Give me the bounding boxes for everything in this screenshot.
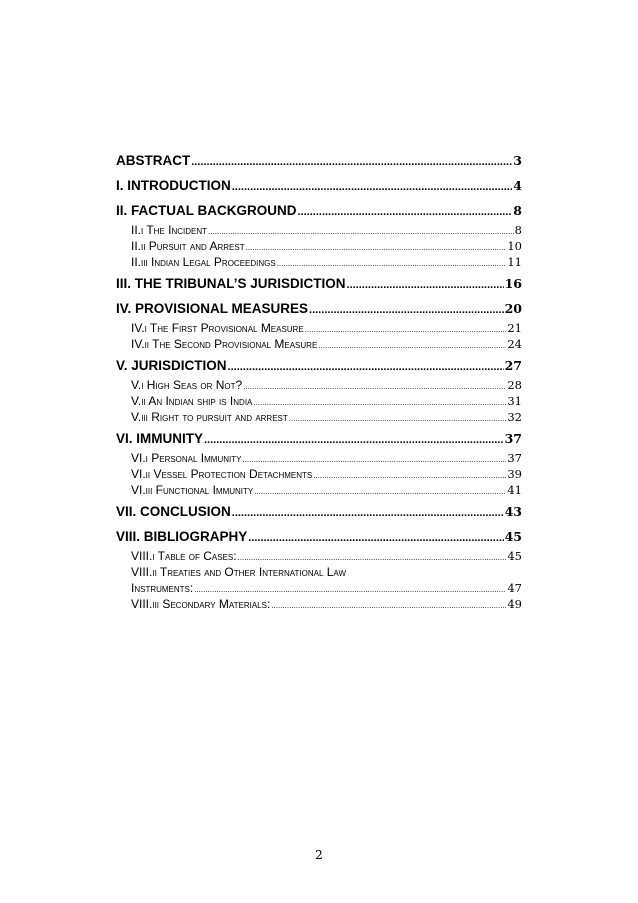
dot-leader bbox=[246, 240, 507, 256]
toc-label: II.iii Indian Legal Proceedings bbox=[131, 255, 276, 269]
dot-leader bbox=[228, 356, 504, 378]
toc-label: VII. CONCLUSION bbox=[116, 504, 231, 519]
toc-entry-bibliography[interactable] bbox=[116, 526, 522, 548]
toc-label-continued: Instruments: bbox=[131, 581, 194, 595]
toc-page-number: 45 bbox=[507, 549, 522, 563]
toc-page-number: 28 bbox=[507, 378, 522, 392]
toc-page-number: 20 bbox=[504, 301, 522, 316]
toc-page-number: 32 bbox=[507, 410, 522, 424]
toc-label: VI. IMMUNITY bbox=[116, 431, 203, 446]
dot-leader bbox=[298, 201, 513, 223]
toc-label: V.ii An Indian ship is India bbox=[131, 394, 253, 408]
dot-leader bbox=[232, 502, 504, 524]
toc-entry-second-provisional-measure[interactable] bbox=[116, 336, 522, 352]
toc-label: VI.iii Functional Immunity bbox=[131, 483, 254, 497]
toc-label: VIII.iii Secondary Materials: bbox=[131, 597, 271, 611]
toc-page-number: 4 bbox=[513, 178, 522, 193]
toc-label: VIII. BIBLIOGRAPHY bbox=[116, 529, 248, 544]
toc-entry-jurisdiction[interactable] bbox=[116, 355, 522, 377]
toc-label: V.i High Seas or Not? bbox=[131, 378, 243, 392]
toc-label: IV.ii The Second Provisional Measure bbox=[131, 337, 318, 351]
toc-page-number: 37 bbox=[507, 451, 522, 465]
dot-leader bbox=[232, 176, 513, 198]
toc-label: VI.i Personal Immunity bbox=[131, 451, 242, 465]
toc-entry-indian-ship[interactable] bbox=[116, 393, 522, 409]
dot-leader bbox=[208, 224, 514, 240]
toc-page-number: 27 bbox=[504, 358, 522, 373]
toc-entry-high-seas[interactable] bbox=[116, 377, 522, 393]
toc-entry-conclusion[interactable] bbox=[116, 501, 522, 523]
toc-page-number: 39 bbox=[507, 467, 522, 481]
toc-page-number: 24 bbox=[507, 337, 522, 351]
toc-entry-abstract[interactable] bbox=[116, 150, 522, 172]
toc-label: VIII.i Table of Cases: bbox=[131, 549, 237, 563]
dot-leader bbox=[289, 411, 507, 427]
dot-leader bbox=[318, 338, 506, 354]
toc-label: II. FACTUAL BACKGROUND bbox=[116, 203, 297, 218]
toc-entry-factual-background[interactable] bbox=[116, 200, 522, 222]
dot-leader bbox=[243, 379, 506, 395]
toc-page-number: 43 bbox=[504, 504, 522, 519]
toc-entry-vessel-protection[interactable] bbox=[116, 466, 522, 482]
toc-page-number: 37 bbox=[504, 431, 522, 446]
dot-leader bbox=[347, 274, 504, 296]
toc-label: IV.i The First Provisional Measure bbox=[131, 321, 304, 335]
dot-leader bbox=[191, 151, 512, 173]
toc-label: III. THE TRIBUNAL’S JURISDICTION bbox=[116, 276, 346, 291]
toc-page-number: 49 bbox=[507, 597, 522, 611]
dot-leader bbox=[248, 527, 503, 549]
toc-entry-table-of-cases[interactable] bbox=[116, 548, 522, 564]
dot-leader bbox=[253, 395, 506, 411]
toc-label: VI.ii Vessel Protection Detachments bbox=[131, 467, 313, 481]
toc-label: IV. PROVISIONAL MEASURES bbox=[116, 301, 309, 316]
toc-entry-treaties-line1[interactable] bbox=[116, 564, 522, 580]
dot-leader bbox=[204, 429, 504, 451]
toc-entry-treaties-line2[interactable] bbox=[116, 580, 522, 596]
toc-entry-personal-immunity[interactable] bbox=[116, 450, 522, 466]
toc-page-number: 11 bbox=[507, 255, 522, 269]
toc-entry-the-incident[interactable] bbox=[116, 222, 522, 238]
toc-page-number: 21 bbox=[507, 321, 522, 335]
toc-page-number: 45 bbox=[504, 529, 522, 544]
toc-page-number: 16 bbox=[504, 276, 522, 291]
toc-entry-pursuit-and-arrest[interactable] bbox=[116, 238, 522, 254]
dot-leader bbox=[271, 598, 506, 614]
toc-entry-immunity[interactable] bbox=[116, 428, 522, 450]
toc-entry-functional-immunity[interactable] bbox=[116, 482, 522, 498]
toc-label: ABSTRACT bbox=[116, 153, 191, 168]
toc-entry-indian-legal-proceedings[interactable] bbox=[116, 254, 522, 270]
toc-page-number: 8 bbox=[514, 223, 522, 237]
toc-entry-secondary-materials[interactable] bbox=[116, 596, 522, 612]
toc-label: VIII.ii Treaties and Other International Law bbox=[131, 565, 346, 579]
table-of-contents bbox=[116, 147, 522, 612]
dot-leader bbox=[277, 256, 507, 272]
toc-page-number: 8 bbox=[513, 203, 522, 218]
toc-entry-first-provisional-measure[interactable] bbox=[116, 320, 522, 336]
toc-label: II.i The Incident bbox=[131, 223, 208, 237]
toc-page-number: 3 bbox=[513, 153, 522, 168]
toc-page-number: 41 bbox=[507, 483, 522, 497]
toc-label: I. INTRODUCTION bbox=[116, 178, 231, 193]
toc-entry-tribunal-jurisdiction[interactable] bbox=[116, 273, 522, 295]
toc-label: V.iii Right to pursuit and arrest bbox=[131, 410, 288, 424]
dot-leader bbox=[313, 468, 506, 484]
toc-entry-introduction[interactable] bbox=[116, 175, 522, 197]
dot-leader bbox=[254, 484, 506, 500]
toc-entry-right-to-pursuit[interactable] bbox=[116, 409, 522, 425]
dot-leader bbox=[309, 299, 504, 321]
toc-entry-provisional-measures[interactable] bbox=[116, 298, 522, 320]
toc-page-number: 31 bbox=[507, 394, 522, 408]
toc-page-number: 10 bbox=[507, 239, 522, 253]
toc-label: II.ii Pursuit and Arrest bbox=[131, 239, 245, 253]
toc-label: V. JURISDICTION bbox=[116, 358, 227, 373]
dot-leader bbox=[305, 322, 507, 338]
page-number-footer: 2 bbox=[315, 848, 323, 862]
toc-page-number: 47 bbox=[507, 581, 522, 595]
